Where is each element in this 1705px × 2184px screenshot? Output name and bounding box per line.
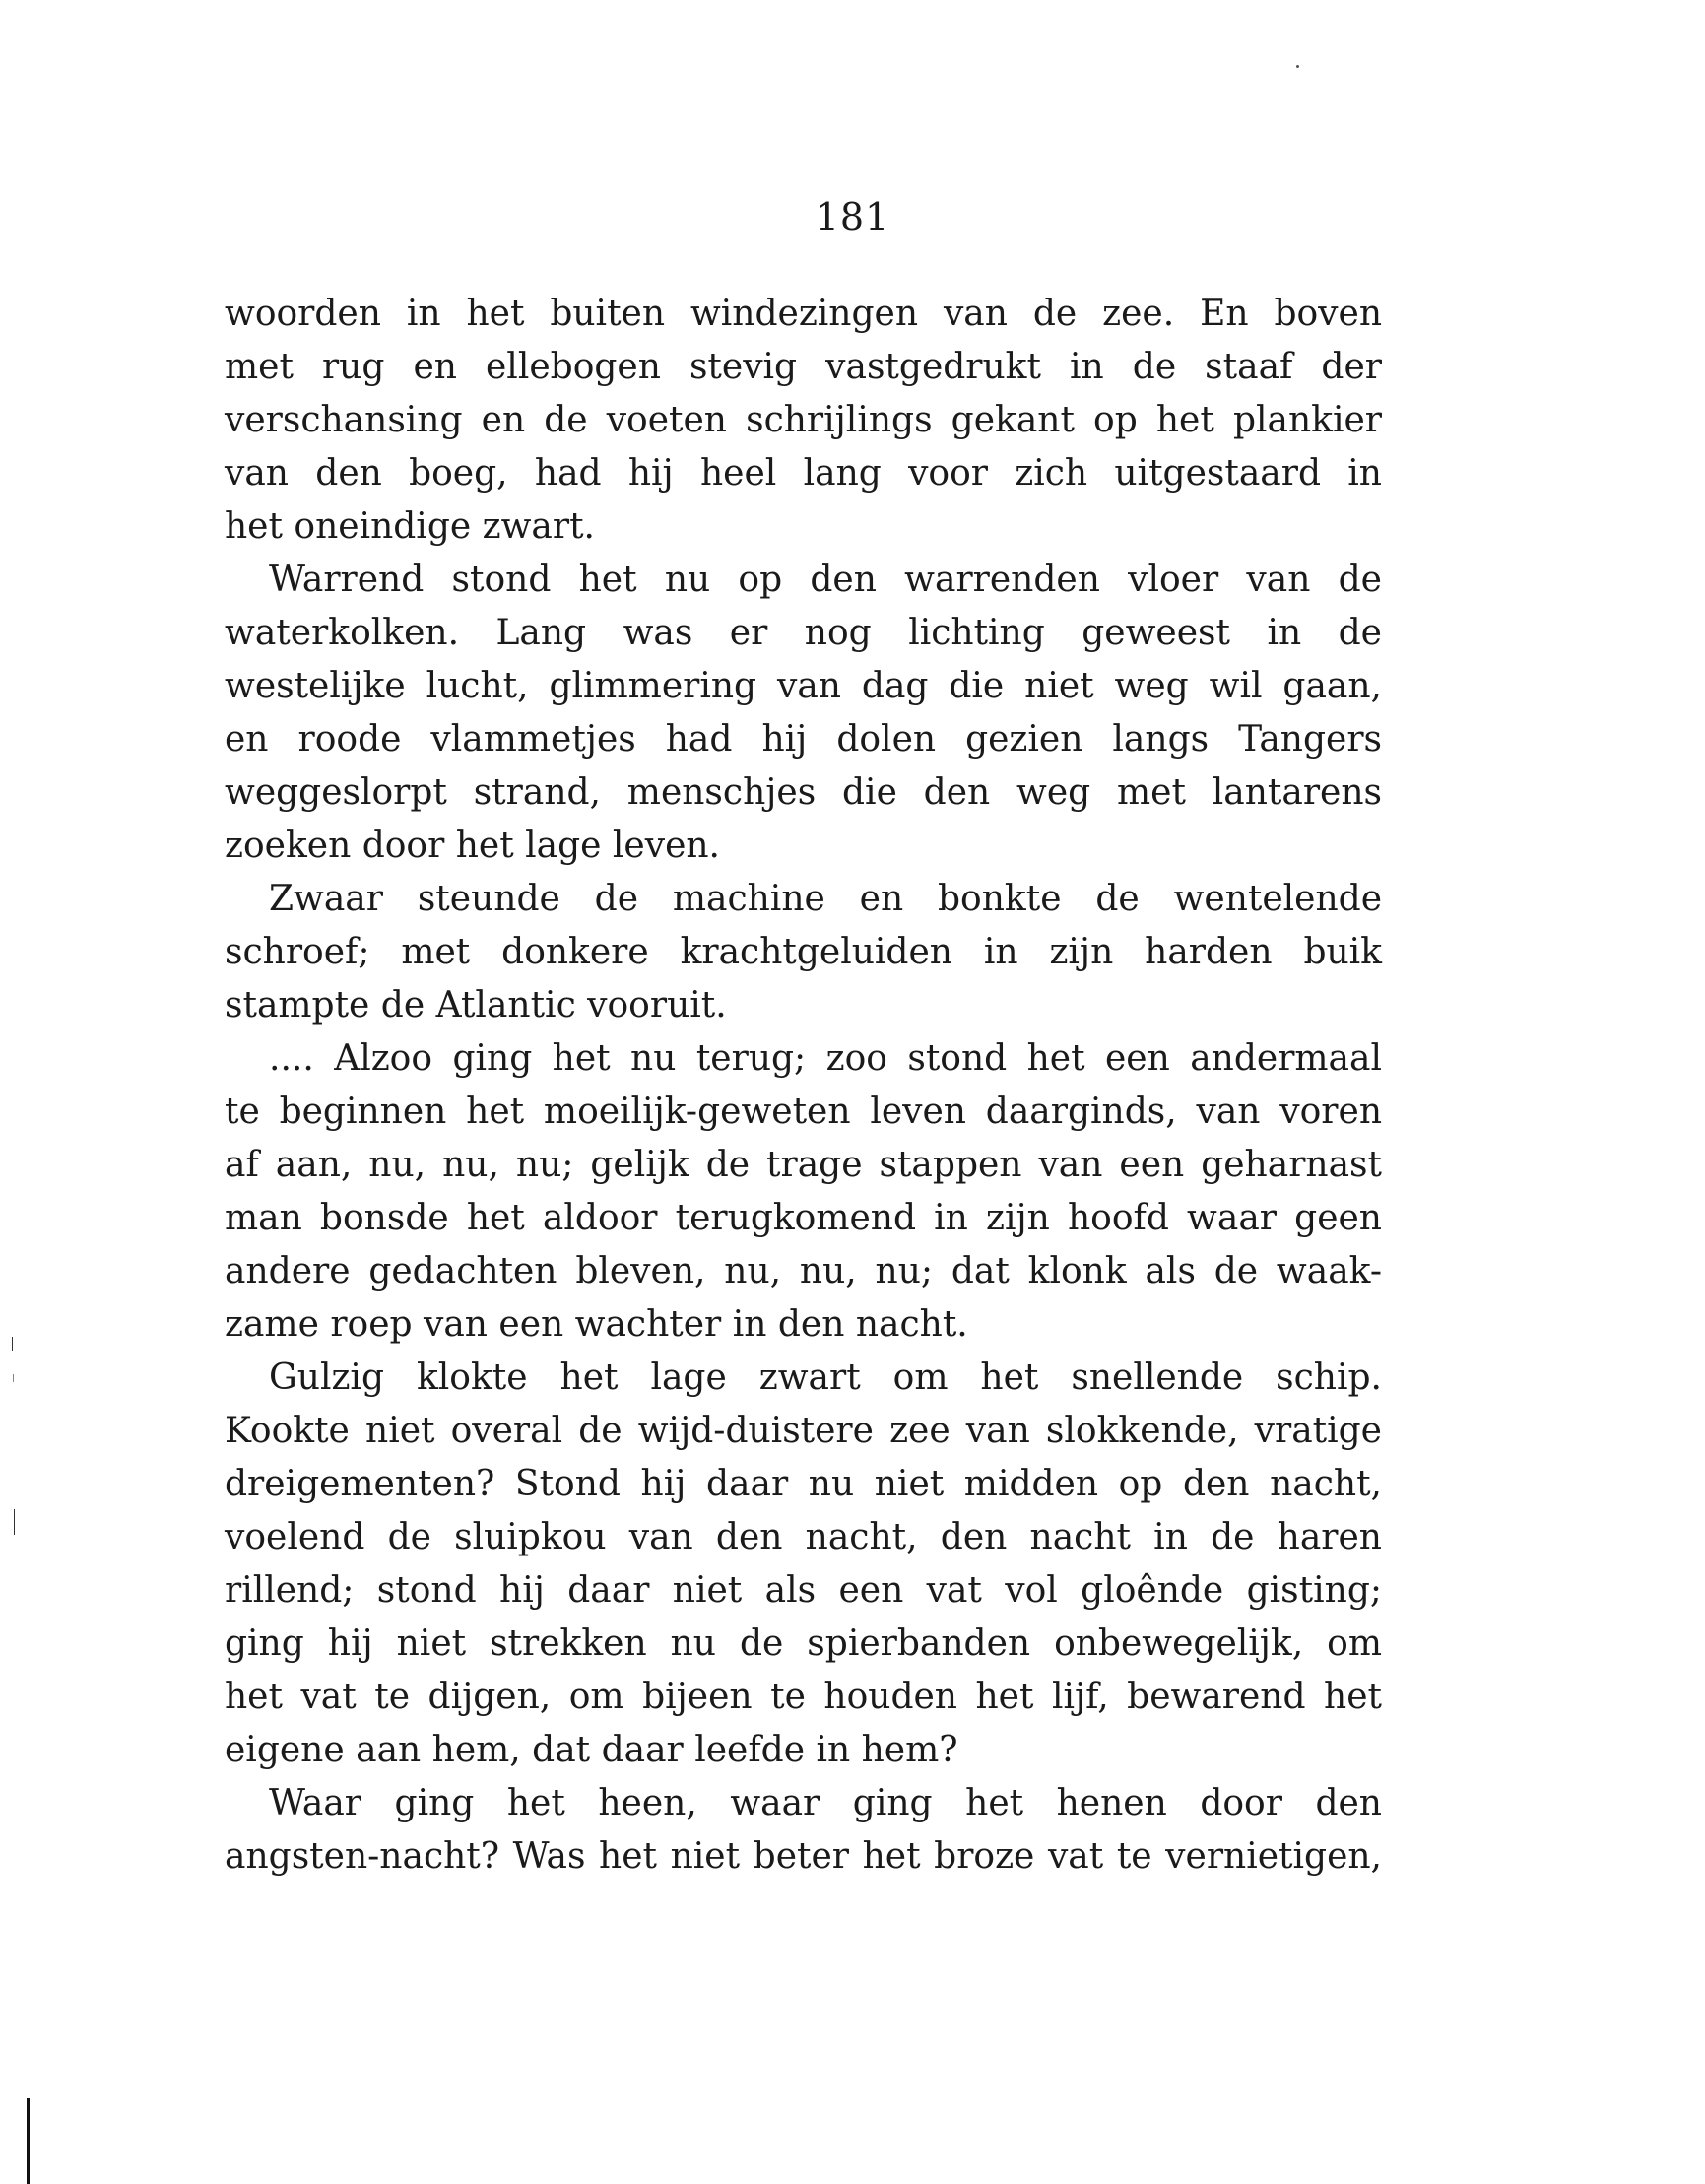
text-line: zoeken door het lage leven. bbox=[225, 826, 720, 866]
text-line: westelijke lucht, glimmering van dag die niet weg wil gaan, bbox=[225, 666, 1382, 706]
text-line: waterkolken. Lang was er nog lichting geweest in de bbox=[225, 613, 1382, 653]
text-line: af aan, nu, nu, nu; gelijk de trage stappen van een geharnast bbox=[225, 1145, 1382, 1185]
text-line: stampte de Atlantic vooruit. bbox=[225, 985, 727, 1026]
text-line: rillend; stond hij daar niet als een vat vol gloênde gisting; bbox=[225, 1570, 1382, 1611]
text-line: Kookte niet overal de wijd-duistere zee van slokkende, vratige bbox=[225, 1411, 1382, 1451]
text-line: van den boeg, had hij heel lang voor zich uitgestaard in bbox=[225, 453, 1382, 494]
text-line: Zwaar steunde de machine en bonkte de wentelende bbox=[269, 879, 1382, 919]
text-line: schroef; met donkere krachtgeluiden in zijn harden buik bbox=[225, 932, 1382, 972]
text-line: met rug en ellebogen stevig vastgedrukt in de staaf der bbox=[225, 347, 1382, 387]
text-line: dreigementen? Stond hij daar nu niet midden op den nacht, bbox=[225, 1464, 1382, 1504]
text-line: verschansing en de voeten schrijlings gekant op het plankier bbox=[225, 400, 1382, 440]
margin-mark bbox=[27, 2098, 30, 2184]
margin-mark bbox=[12, 1337, 13, 1351]
text-line: angsten-nacht? Was het niet beter het broze vat te vernietigen, bbox=[225, 1836, 1382, 1877]
text-line: het vat te dijgen, om bijeen te houden het lijf, bewarend het bbox=[225, 1677, 1382, 1717]
body-text bbox=[225, 288, 1382, 1884]
text-line: voelend de sluipkou van den nacht, den nacht in de haren bbox=[225, 1517, 1382, 1557]
text-line: woorden in het buiten windezingen van de zee. En boven bbox=[225, 294, 1382, 334]
text-line: weggeslorpt strand, menschjes die den weg met lantarens bbox=[225, 772, 1382, 813]
text-line: het oneindige zwart. bbox=[225, 506, 595, 547]
text-line: andere gedachten bleven, nu, nu, nu; dat klonk als de waak- bbox=[225, 1251, 1382, 1291]
text-line: te beginnen het moeilijk-geweten leven daarginds, van voren bbox=[225, 1092, 1382, 1132]
text-line: zame roep van een wachter in den nacht. bbox=[225, 1304, 968, 1345]
margin-mark bbox=[13, 1374, 14, 1382]
text-line: man bonsde het aldoor terugkomend in zijn hoofd waar geen bbox=[225, 1198, 1382, 1238]
text-line: Gulzig klokte het lage zwart om het snellende schip. bbox=[269, 1357, 1382, 1398]
text-line: Waar ging het heen, waar ging het henen door den bbox=[269, 1783, 1382, 1823]
text-line: ging hij niet strekken nu de spierbanden onbewegelijk, om bbox=[225, 1623, 1382, 1664]
text-line: eigene aan hem, dat daar leefde in hem? bbox=[225, 1730, 958, 1770]
text-line: Warrend stond het nu op den warrenden vloer van de bbox=[269, 560, 1382, 600]
margin-mark bbox=[14, 1509, 15, 1535]
text-line: en roode vlammetjes had hij dolen gezien langs Tangers bbox=[225, 719, 1382, 760]
page-number: 181 bbox=[815, 195, 890, 238]
text-line: .... Alzoo ging het nu terug; zoo stond het een andermaal bbox=[269, 1038, 1382, 1079]
scan-speck bbox=[1296, 65, 1299, 68]
